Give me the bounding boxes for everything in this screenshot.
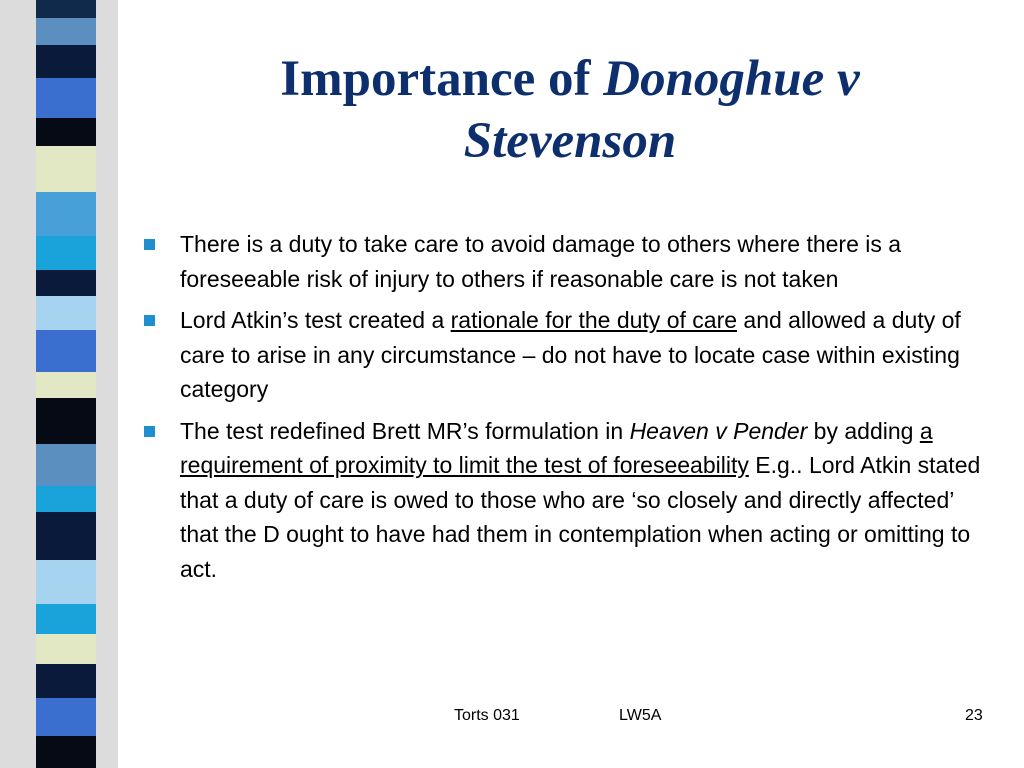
sidebar-color-block [36,236,96,270]
underlined-text: oreseeability [619,452,749,478]
sidebar-color-block [36,0,96,18]
bullet-text: The test redefined Brett MR’s formulation in [180,417,630,444]
sidebar-color-block [36,698,96,736]
footer-code: LW5A [619,707,662,724]
sidebar-color-block [36,296,96,330]
bullet-text: Lord Atkin’s test created a [180,307,451,333]
sidebar-color-block [36,18,96,45]
footer-page-number: 23 [965,707,983,724]
sidebar-color-block [36,634,96,664]
bullet-list [142,227,987,593]
sidebar-color-block [36,146,96,192]
bullet-text: and allowed a duty of care to arise in any circumstance – do not have to locate case within existing category [180,307,961,402]
sidebar-color-block [36,664,96,698]
underlined-text: rationale for the duty of care [450,307,738,333]
decorative-sidebar-strip [0,0,118,768]
bullet-text: There is a duty to take care to avoid damage to others where there is a foreseeable risk of injury to others if reasonable care is not taken [180,231,902,292]
sidebar-color-block [36,604,96,634]
title-italic-part-2: Stevenson [463,113,677,169]
sidebar-color-block [36,192,96,236]
bullet-text: by adding [807,417,920,444]
square-bullet-icon [144,315,155,326]
bullet-text: E.g.. Lord Atkin stated that a duty of care is owed to those who are ‘so closely and directly affected’ that the D ought to have had them in contemplation when acting or omitting to act. [180,452,981,582]
sidebar-color-block [36,444,96,486]
case-name-italic: Heaven v Pender [629,417,808,444]
sidebar-color-block [36,372,96,398]
title-italic-part-1: Donoghue v [603,51,860,107]
sidebar-color-block [36,560,96,604]
sidebar-color-block [36,45,96,78]
sidebar-color-block [36,398,96,444]
sidebar-color-block [36,736,96,768]
underlined-text: a requirement of proximity to limit the test of f [180,417,933,478]
sidebar-color-block [36,270,96,296]
bullet-item [142,414,987,587]
square-bullet-icon [144,426,155,437]
sidebar-color-block [36,330,96,372]
sidebar-color-block [36,512,96,560]
footer-course: Torts 031 [454,707,520,724]
square-bullet-icon [144,239,155,250]
sidebar-color-block [36,118,96,146]
bullet-item [142,227,987,296]
bullet-item [142,303,987,407]
title-text: Importance of [280,51,604,107]
sidebar-color-block [36,78,96,118]
sidebar-color-blocks [36,0,96,768]
sidebar-color-block [36,486,96,512]
slide-title [120,48,1020,172]
